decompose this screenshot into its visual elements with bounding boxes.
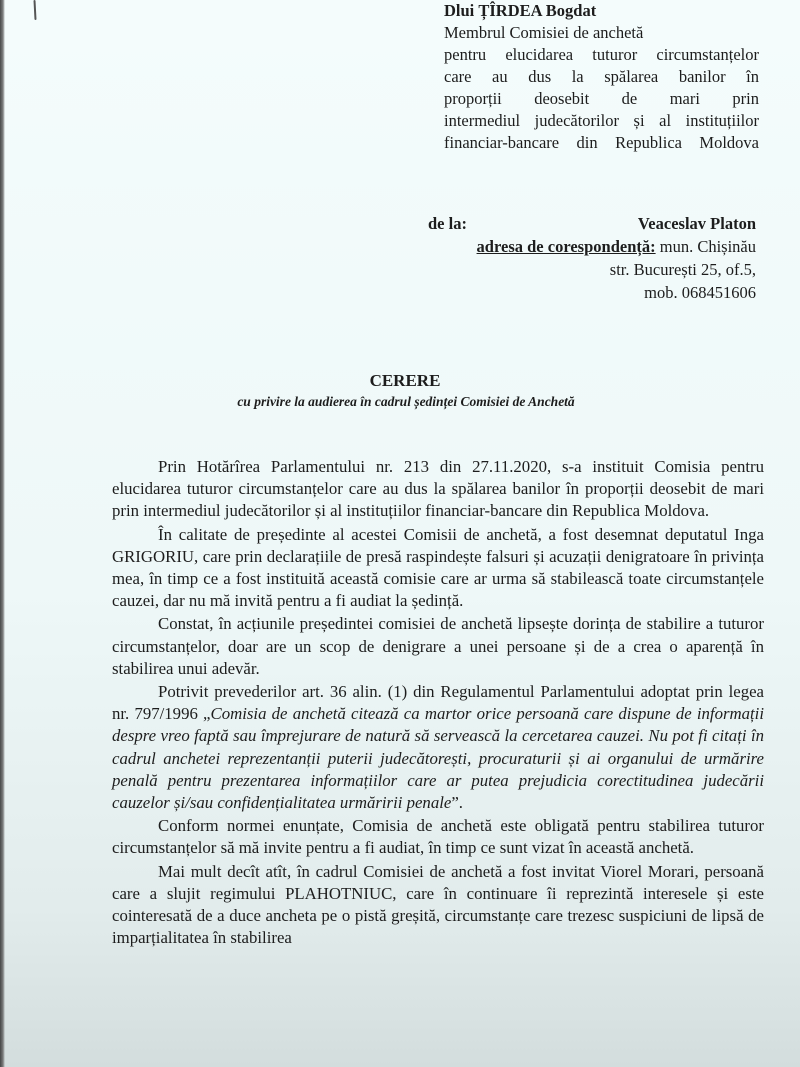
pen-mark: [33, 0, 36, 20]
paragraph: Prin Hotărîrea Parlamentului nr. 213 din 27.11.2020, s-a instituit Comisia pentru elucidarea tuturor circumstanțelor care au dus la spălarea banilor în proporții deosebit de mari prin intermediul judecătorilor și al instituțiilor financiar-bancare din Republica Moldova.: [112, 457, 764, 521]
paragraph-text: ”.: [451, 793, 463, 813]
address-label: adresa de corespondență:: [476, 237, 656, 256]
sender-address-row: [428, 235, 756, 258]
document-subtitle: cu privire la audierea în cadrul ședinței Comisiei de Anchetă: [237, 394, 575, 409]
paragraph: Conform normei enunțate, Comisia de anchetă este obligată pentru stabilirea tuturor circumstanțelor să mă invite pentru a fi audiat, în timp ce sunt vizat în această anchetă.: [112, 816, 764, 858]
paragraph: Mai mult decît atît, în cadrul Comisiei de anchetă a fost invitat Viorel Morari, persoană care a slujit regimului PLAHOTNIUC, care în continuare îi reprezintă interesele și este cointeresată de a duce ancheta pe o pistă greșită, circumstanțe care trezesc suspiciuni de lipsă de imparțialitatea în stabilirea: [112, 861, 764, 948]
document-title: CERERE: [369, 371, 441, 390]
addressee-line: intermediul judecătorilor și al instituțiilor: [444, 111, 759, 130]
document-body: [112, 456, 764, 949]
legal-quote: Comisia de anchetă citează ca martor orice persoană care dispune de informații despre vreo faptă sau împrejurare de natură să servească la cercetarea cauzei. Nu pot fi citați în cadrul anchetei reprezentanții puterii judecătorești, procuraturii și ai organului de urmărire penală pentru prezentarea informațiilor care ar putea prejudicia corectitudinea judecării cauzelor și/sau confidențialitatea urmăririi penale: [112, 704, 765, 813]
paragraph-with-quote: [112, 681, 764, 814]
addressee-line: financiar-bancare din Republica Moldova: [444, 133, 759, 152]
sender-street: str. București 25, of.5,: [609, 260, 756, 279]
from-label: de la:: [428, 214, 467, 233]
sender-city: mun. Chișinău: [659, 237, 756, 256]
sender-block: [428, 212, 756, 304]
addressee-block: [444, 0, 759, 154]
addressee-line: Membrul Comisiei de anchetă: [444, 23, 644, 42]
addressee-line: care au dus la spălarea banilor în: [444, 67, 759, 86]
paragraph: Constat, în acțiunile președintei comisiei de anchetă lipsește dorința de stabilire a tuturor circumstanțelor, doar are un scop de denigrare a unei persoane și de a crea o aparență în stabilirea unui adevăr.: [112, 614, 764, 678]
addressee-name: Dlui ȚÎRDEA Bogdat: [444, 1, 597, 20]
addressee-line: proporții deosebit de mari prin: [444, 89, 759, 108]
addressee-line: pentru elucidarea tuturor circumstanțelor: [444, 45, 759, 64]
sender-phone: mob. 068451606: [644, 283, 756, 302]
title-block: [0, 370, 800, 412]
sender-name: Veaceslav Platon: [637, 214, 756, 233]
paragraph-text: Potrivit prevederilor art. 36 alin. (1) din Regulamentul Parlamentului adoptat prin legea nr. 797/1996 „: [112, 682, 764, 724]
page-edge-shadow: [0, 0, 5, 1067]
paragraph: În calitate de președinte al acestei Comisii de anchetă, a fost desemnat deputatul Inga GRIGORIU, care prin declarațiile de presă raspindește falsuri și acuzații denigratoare în privința mea, în timp ce a fost instituită această comisie care ar urma să stabilească toate circumstanțele cauzei, dar nu mă invită pentru a fi audiat la ședință.: [112, 524, 764, 611]
sender-from-row: [428, 212, 756, 235]
